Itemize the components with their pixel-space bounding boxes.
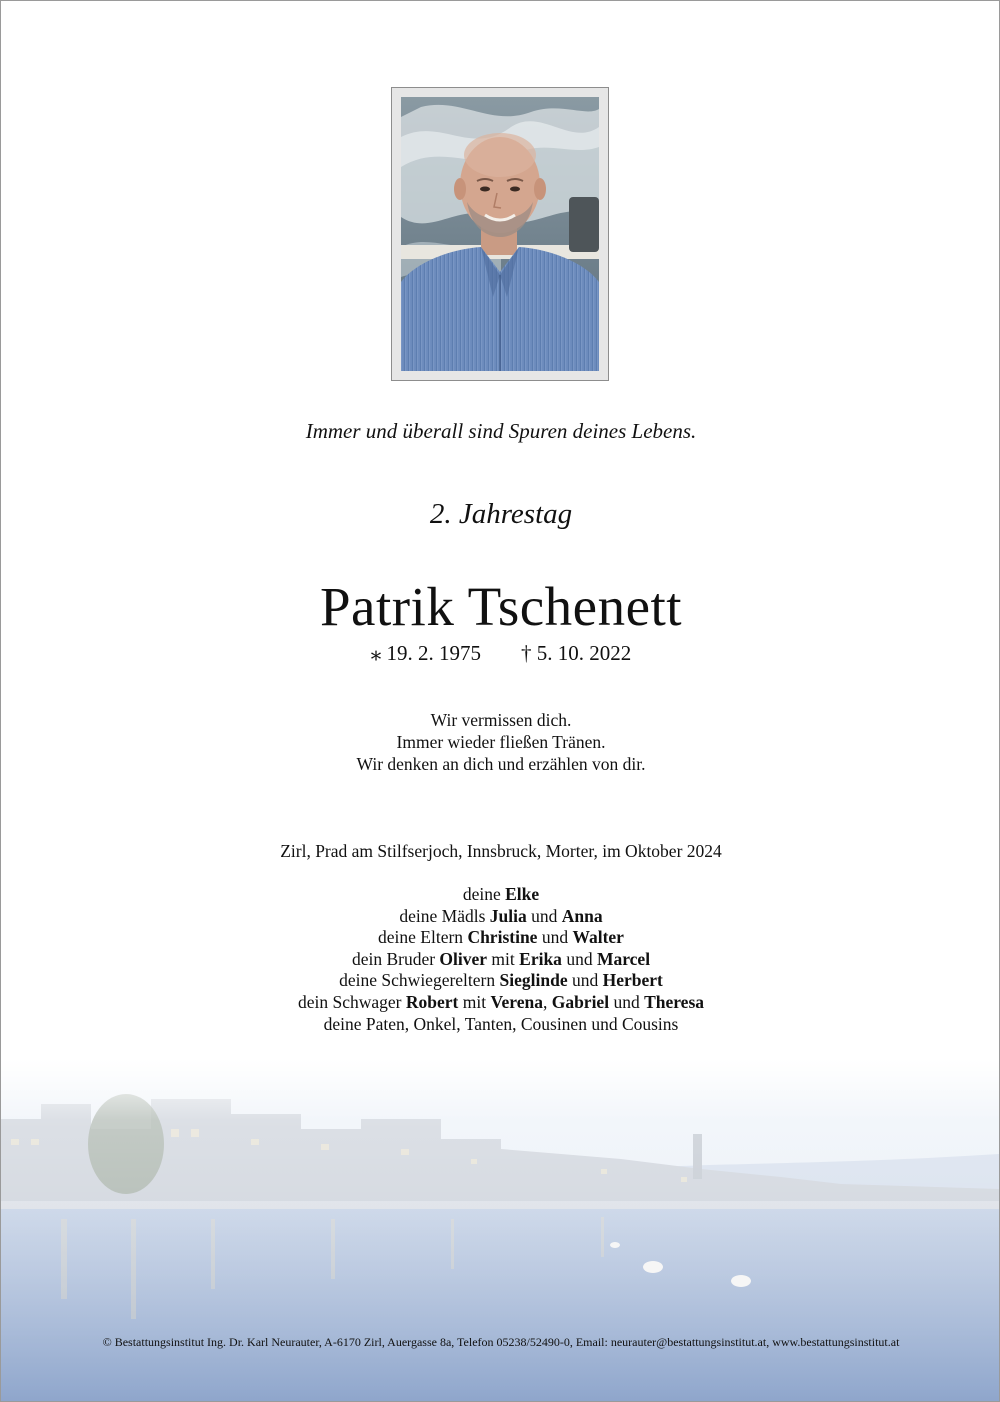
mourner-text: deine Paten, Onkel, Tanten, Cousinen und Cousins [323, 1013, 679, 1034]
mourner-name: Erika [519, 948, 562, 969]
mourner-text: und [609, 991, 645, 1012]
poem [1, 709, 1000, 775]
poem-line: Immer wieder fließen Tränen. [396, 732, 606, 752]
mourner-text: mit [458, 991, 491, 1012]
mourner-name: Sieglinde [499, 970, 568, 991]
mourner-line [1, 927, 1000, 949]
death-date: † 5. 10. 2022 [521, 641, 632, 665]
poem-line: Wir denken an dich und erzählen von dir. [356, 754, 646, 774]
mourner-name: Marcel [596, 948, 651, 969]
poem-line: Wir vermissen dich. [430, 710, 572, 730]
mourner-text: und [567, 970, 603, 991]
mourner-text: deine Mädls [399, 905, 490, 926]
mourner-text: deine Schwiegereltern [339, 970, 500, 991]
mourner-line [1, 970, 1000, 992]
mourner-name: Oliver [439, 948, 488, 969]
mourner-name: Theresa [644, 991, 705, 1012]
mourner-name: Julia [489, 905, 527, 926]
anniversary-title: 2. Jahrestag [429, 498, 573, 530]
mourner-line [1, 992, 1000, 1014]
deceased-name: Patrik Tschenett [319, 576, 683, 637]
portrait-photo [401, 97, 599, 371]
portrait-frame [391, 87, 609, 381]
motto: Immer und überall sind Spuren deines Lebens. [305, 419, 697, 443]
mourner-name: Walter [572, 927, 624, 948]
mourner-text: deine [462, 884, 506, 904]
mourner-name: Gabriel [551, 991, 610, 1012]
mourner-line [1, 906, 1000, 928]
mourner-text: dein Schwager [297, 991, 406, 1012]
mourner-name: Herbert [602, 970, 663, 991]
place-and-date: Zirl, Prad am Stilfserjoch, Innsbruck, Morter, im Oktober 2024 [280, 841, 722, 861]
mourner-name: Robert [405, 991, 459, 1012]
mourner-line [1, 1014, 1000, 1036]
mourner-name: Christine [467, 927, 538, 948]
mourner-text: und [526, 905, 562, 926]
mourner-name: Anna [561, 905, 603, 926]
mourner-name: Verena [490, 991, 543, 1012]
mourner-line [1, 949, 1000, 971]
mourner-text: dein Bruder [351, 948, 440, 969]
birth-date: ⁎ 19. 2. 1975 [370, 641, 481, 665]
funeral-home-footer: © Bestattungsinstitut Ing. Dr. Karl Neurauter, A-6170 Zirl, Auergasse 8a, Telefon 05238/52490-0, Email: neurauter@bestattungsinstitut.at, www.bestattungsinstitut.at [102, 1335, 900, 1349]
mourners-list [1, 884, 1000, 1035]
mourner-text: , [542, 991, 552, 1012]
life-dates [1, 641, 1000, 666]
mourner-text: mit [487, 948, 520, 969]
mourner-line [1, 884, 1000, 906]
mourner-text: und [537, 927, 573, 948]
mourner-text: deine Eltern [378, 927, 468, 948]
mourner-name: Elke [505, 884, 540, 904]
mourner-text: und [561, 948, 597, 969]
